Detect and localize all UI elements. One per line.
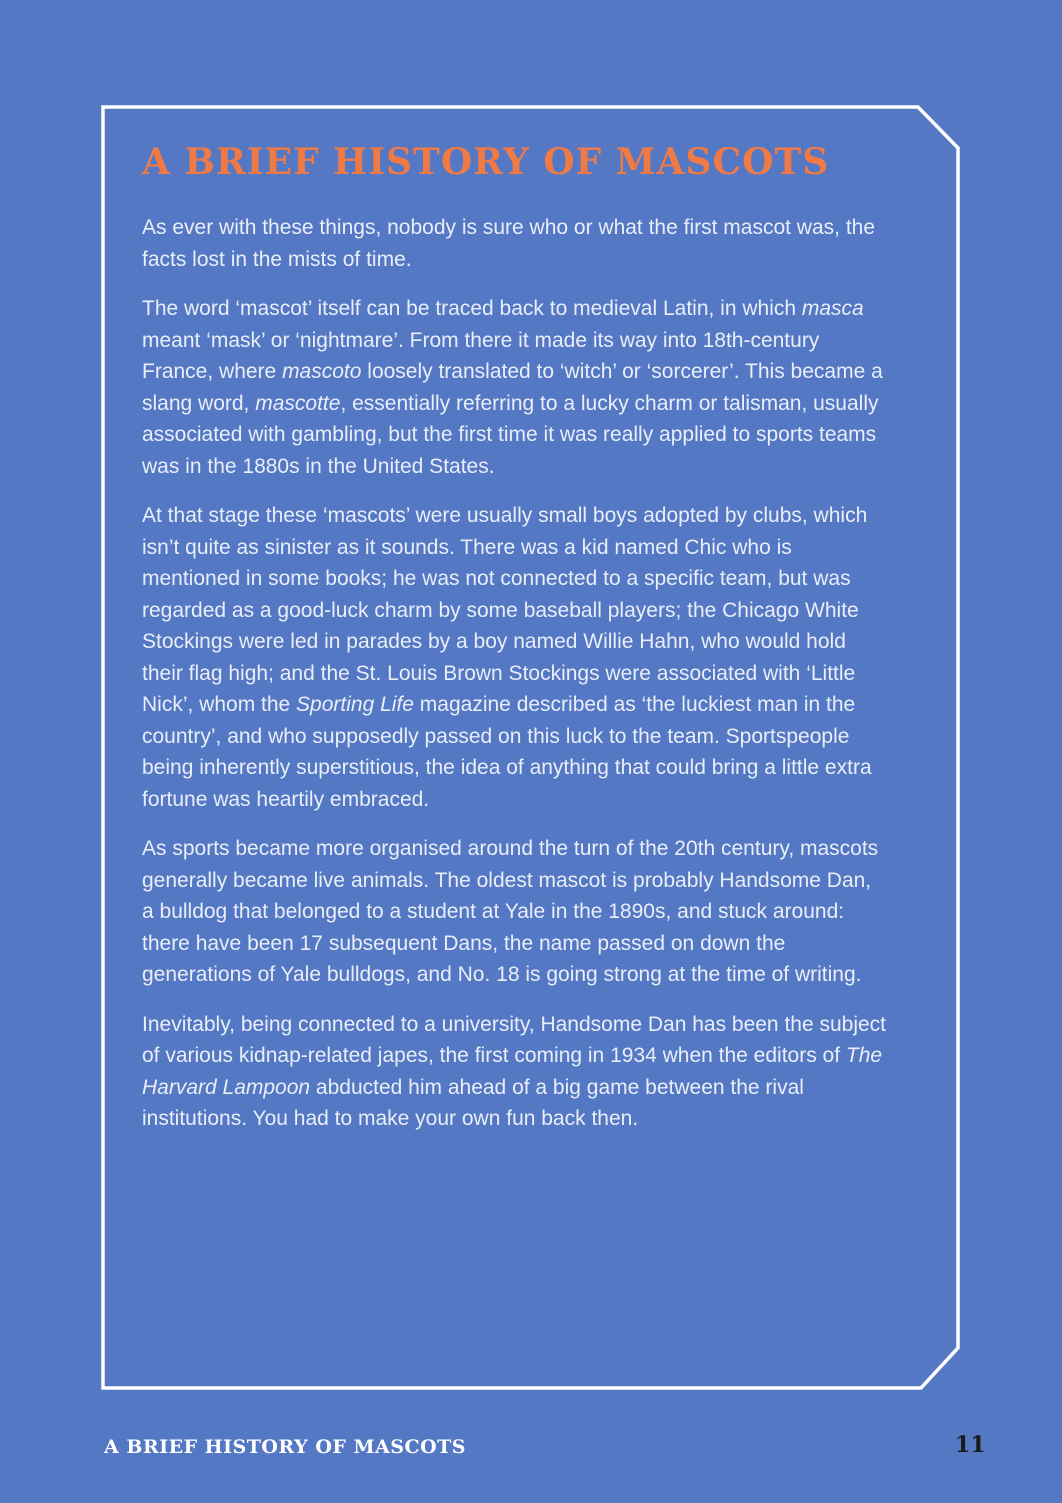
page-heading: A BRIEF HISTORY OF MASCOTS xyxy=(142,141,830,183)
text-run: As ever with these things, nobody is sure who or what the first mascot was, the facts lost in the mists of time. xyxy=(142,216,876,271)
body-text xyxy=(142,212,887,1135)
running-footer-title: A BRIEF HISTORY OF MASCOTS xyxy=(104,1436,466,1458)
italic-text: mascotte xyxy=(255,391,341,415)
paragraph xyxy=(142,293,887,482)
text-run: abducted him ahead of a big game between the rival institutions. You had to make your own fun back then. xyxy=(142,1075,804,1130)
page-number: 11 xyxy=(955,1432,986,1458)
italic-text: Sporting Life xyxy=(296,693,414,716)
paragraph xyxy=(142,1009,887,1135)
paragraph xyxy=(142,833,887,991)
text-run: loosely translated to ‘witch’ or ‘sorcerer’. This became a slang word, xyxy=(142,360,883,415)
text-run: As sports became more organised around the turn of the 20th century, mascots generally became live animals. The oldest mascot is probably Handsome Dan, a bulldog that belonged to a student at Yale in the 1890s, and stuck around: there have been 17 subsequent Dans, the name passed on down the generations of Yale bulldogs, and No. 18 is going strong at the time of writing. xyxy=(142,837,879,986)
italic-text: masca xyxy=(801,297,864,320)
text-run: magazine described as ‘the luckiest man in the country’, and who supposedly passed on this luck to the team. Sportspeople being inherently superstitious, the idea of anything that could bring a little extra fortune was heartily embraced. xyxy=(142,693,872,811)
text-box xyxy=(142,140,887,1153)
paragraph xyxy=(142,500,887,815)
text-run: Inevitably, being connected to a university, Handsome Dan has been the subject of various kidnap-related japes, the first coming in 1934 when the editors of xyxy=(142,1012,887,1067)
italic-text: mascoto xyxy=(282,360,362,383)
paragraph xyxy=(142,212,887,275)
text-run: The word ‘mascot’ itself can be traced back to medieval Latin, in which xyxy=(142,297,802,320)
text-run: , essentially referring to a lucky charm or talisman, usually associated with gambling, but the first time it was really applied to sports teams was in the 1880s in the United States. xyxy=(142,391,879,478)
italic-text: The Harvard Lampoon xyxy=(142,1044,883,1099)
text-run: meant ‘mask’ or ‘nightmare’. From there it made its way into 18th-century France, where xyxy=(142,328,820,383)
text-run: At that stage these ‘mascots’ were usually small boys adopted by clubs, which isn’t quite as sinister as it sounds. There was a kid named Chic who is mentioned in some books; he was not connected to a specific team, but was regarded as a good-luck charm by some baseball players; the Chicago White Stockings were led in parades by a boy named Willie Hahn, who would hold their flag high; and the St. Louis Brown Stockings were associated with ‘Little Nick’, whom the xyxy=(142,504,868,716)
